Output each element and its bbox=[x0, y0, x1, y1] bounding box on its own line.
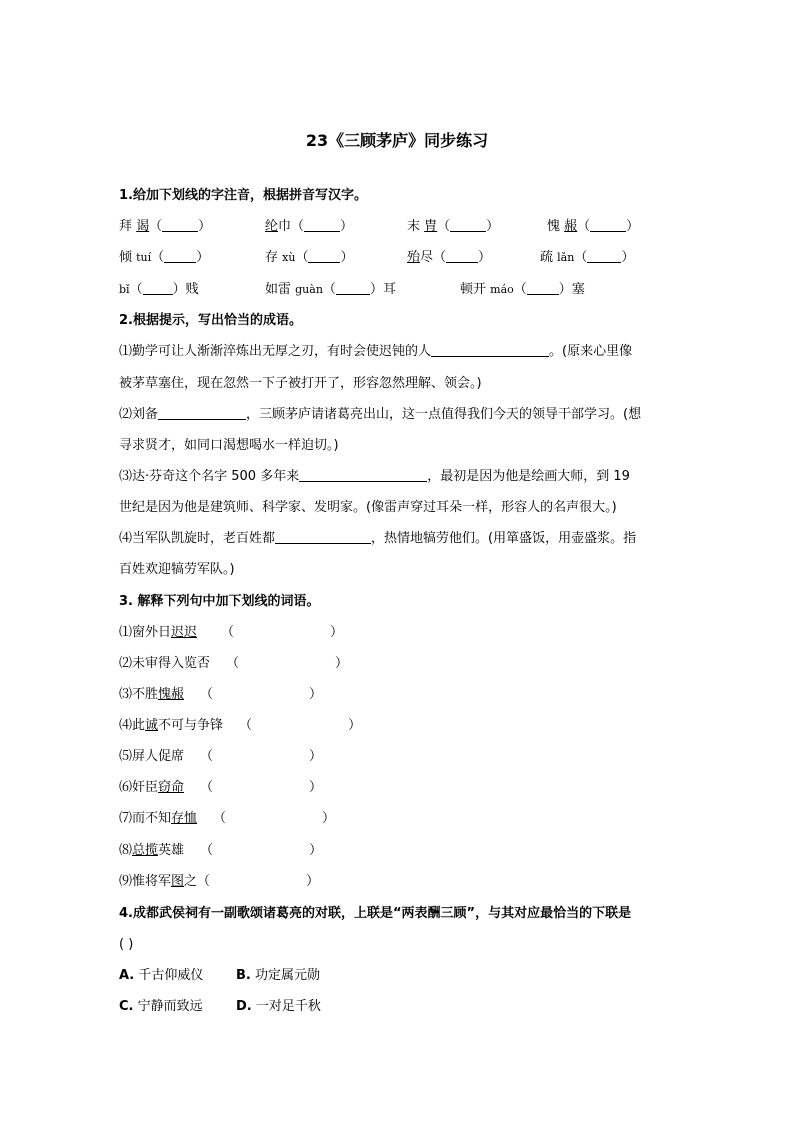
q3-item2: ⑵未审得入览否 （ ） bbox=[119, 656, 349, 671]
answer-blank[interactable] bbox=[336, 282, 370, 295]
answer-blank[interactable] bbox=[162, 219, 198, 232]
q1-r2-item3: 殆尽（ ） bbox=[407, 250, 492, 265]
q1-r2-item4: 疏 lǎn（ ） bbox=[540, 250, 635, 265]
q2-item3-line1: ⑶达·芬奇这个名字 500 多年来 ，最初是因为他是绘画大师，到 19 bbox=[119, 469, 630, 484]
q1-r1-item2: 纶巾（ ） bbox=[265, 219, 354, 234]
q3-item1: ⑴窗外日迟迟 （ ） bbox=[119, 625, 344, 640]
q1-r2-item2: 存 xù（ ） bbox=[265, 250, 354, 265]
q1-r3-item2: 如雷 guàn（ ）耳 bbox=[265, 282, 396, 297]
answer-blank[interactable] bbox=[446, 250, 478, 263]
q1-heading: 1.给加下划线的字注音，根据拼音写汉字。 bbox=[119, 188, 367, 203]
page-title: 23《三顾茅庐》同步练习 bbox=[305, 131, 489, 150]
q2-item1-line2: 被茅草塞住，现在忽然一下子被打开了，形容忽然理解、领会。) bbox=[119, 376, 482, 391]
q2-item3-line2: 世纪是因为他是建筑师、科学家、发明家。(像雷声穿过耳朵一样，形容人的名声很大。) bbox=[119, 500, 617, 515]
q2-item4-line1: ⑷当军队凯旋时，老百姓都 ，热情地犒劳他们。(用箪盛饭，用壶盛浆。指 bbox=[119, 531, 637, 546]
q2-item1-line1: ⑴勤学可让人渐渐淬炼出无厚之刃，有时会使迟钝的人 。(原来心里像 bbox=[119, 344, 633, 359]
answer-blank[interactable] bbox=[590, 219, 626, 232]
q4-option-a[interactable]: A. 千古仰威仪 bbox=[119, 968, 204, 983]
q3-item3: ⑶不胜愧赧 （ ） bbox=[119, 687, 323, 702]
q3-item8: ⑻总揽英雄 （ ） bbox=[119, 843, 323, 858]
answer-blank[interactable] bbox=[304, 219, 340, 232]
q4-heading: 4.成都武侯祠有一副歌颂诸葛亮的对联，上联是“两表酬三顾”，与其对应最恰当的下联是 bbox=[119, 906, 632, 921]
q1-r2-item1: 倾 tuí（ ） bbox=[119, 250, 210, 265]
q4-option-b[interactable]: B. 功定属元勋 bbox=[236, 968, 321, 983]
idiom-blank-4[interactable] bbox=[275, 531, 371, 544]
q3-heading: 3. 解释下列句中加下划线的词语。 bbox=[119, 594, 320, 609]
q1-r1-item1: 拜 谒（ ） bbox=[119, 219, 212, 234]
answer-blank[interactable] bbox=[308, 250, 340, 263]
answer-blank[interactable] bbox=[450, 219, 486, 232]
q3-item9: ⑼惟将军图之（ ） bbox=[119, 874, 320, 889]
idiom-blank-2[interactable] bbox=[158, 407, 246, 420]
q3-item4: ⑷此诚不可与争锋 （ ） bbox=[119, 718, 362, 733]
q2-item2-line2: 寻求贤才，如同口渴想喝水一样迫切。) bbox=[119, 438, 339, 453]
q2-item4-line2: 百姓欢迎犒劳军队。) bbox=[119, 562, 235, 577]
q4-option-d[interactable]: D. 一对足千秋 bbox=[236, 999, 321, 1014]
q3-item7: ⑺而不知存恤 （ ） bbox=[119, 811, 336, 826]
q1-r1-item4: 愧 赧（ ） bbox=[547, 219, 640, 234]
q1-r1-item3: 末 胄（ ） bbox=[407, 219, 500, 234]
q1-r3-item1: bǐ（ ）贱 bbox=[119, 282, 199, 297]
q1-r3-item3: 顿开 máo（ ）塞 bbox=[460, 282, 585, 297]
q2-item2-line1: ⑵刘备 ，三顾茅庐请诸葛亮出山，这一点值得我们今天的领导干部学习。(想 bbox=[119, 407, 642, 422]
q2-heading: 2.根据提示，写出恰当的成语。 bbox=[119, 313, 302, 328]
q4-answer-paren[interactable]: ( ) bbox=[119, 937, 134, 952]
answer-blank[interactable] bbox=[164, 250, 196, 263]
answer-blank[interactable] bbox=[527, 282, 559, 295]
idiom-blank-3[interactable] bbox=[299, 469, 427, 482]
q3-item6: ⑹奸臣窃命 （ ） bbox=[119, 780, 323, 795]
answer-blank[interactable] bbox=[143, 282, 173, 295]
answer-blank[interactable] bbox=[587, 250, 621, 263]
q4-option-c[interactable]: C. 宁静而致远 bbox=[119, 999, 203, 1014]
idiom-blank-1[interactable] bbox=[431, 344, 549, 357]
q3-item5: ⑸屏人促席 （ ） bbox=[119, 749, 323, 764]
